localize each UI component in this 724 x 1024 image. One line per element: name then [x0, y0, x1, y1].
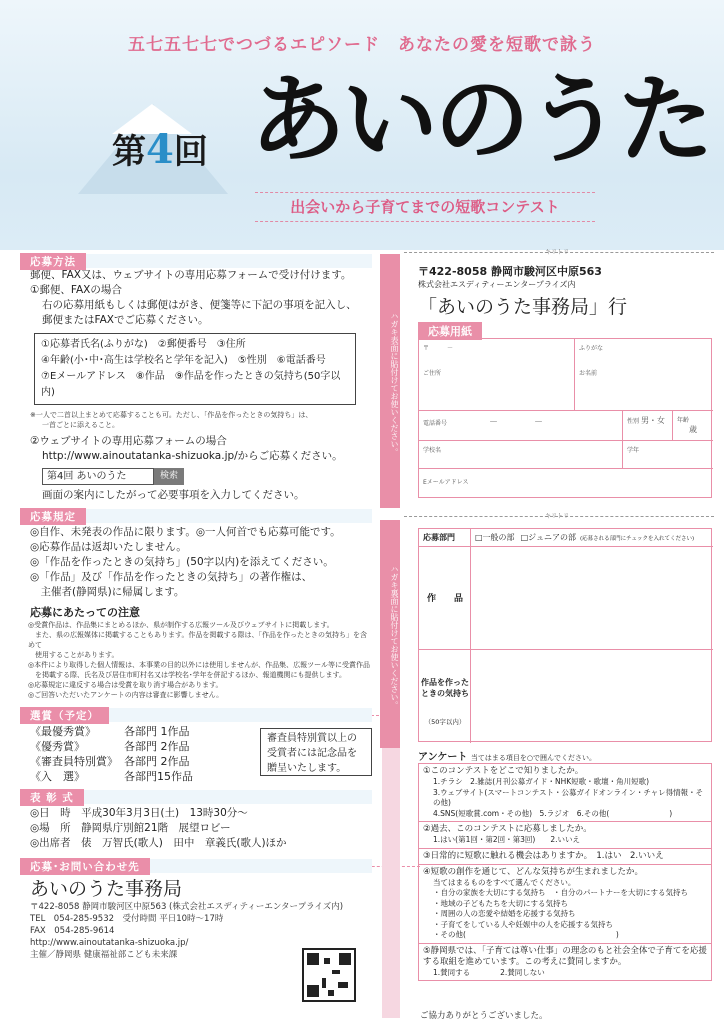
form-label: 応募用紙 — [418, 322, 482, 340]
ceremony-heading: 表 彰 式 — [20, 789, 84, 806]
subtitle: 出会いから子育てまでの短歌コンテスト — [255, 192, 595, 222]
school-cell[interactable] — [419, 441, 623, 469]
prize-list — [30, 724, 244, 784]
rules-heading: 応募規定 — [20, 508, 86, 525]
strip-front: ハガキ表面に貼付けてお使いください。 — [380, 254, 400, 508]
caution-note: を掲載する際、氏名及び居住市町村名又は学校名･学年を併記するほか、報道機関にも提供します。 — [28, 671, 346, 679]
entry-work-label: 作 品 — [426, 594, 463, 604]
tagline: 五七五七七でつづるエピソード あなたの愛を短歌で詠う — [128, 35, 596, 55]
apply-section-bar — [20, 254, 372, 268]
caution-note: ◎受賞作品は、作品集にまとめるほか、県が制作する広報ツール及びウェブサイトに掲載します。 — [28, 621, 334, 629]
rules-section-bar — [20, 509, 372, 523]
survey-question-3 — [418, 849, 712, 865]
form-age-label: 年齢 — [677, 417, 690, 424]
entry-feeling-limit: （50字以内） — [424, 718, 466, 726]
left-column — [20, 250, 372, 961]
caution-note: 使用することがあります。 — [28, 651, 119, 659]
cut-label: キリトリ — [545, 249, 570, 256]
rule-item: ◎「作品を作ったときの気持ち」(50字以内)を添えてください。 — [30, 556, 334, 568]
strip-back: ハガキ裏面に貼付けてお使いください。 — [380, 520, 400, 748]
hero-banner — [0, 0, 724, 250]
selection-section-bar — [20, 708, 372, 722]
prize-name: 《優秀賞》 — [30, 740, 85, 753]
address-cell[interactable] — [419, 339, 575, 411]
survey-instruction: 当てはまる項目を○で囲んでください。 — [470, 754, 596, 762]
prize-row — [30, 769, 244, 784]
survey-q4-option[interactable]: ・その他( ) — [433, 930, 619, 939]
entry-feeling-field[interactable] — [473, 653, 709, 739]
tel-cell[interactable] — [419, 411, 623, 441]
survey-q1-text: ①このコンテストをどこで知りましたか。 — [423, 766, 584, 776]
survey-question-1 — [418, 763, 712, 822]
required-fields-row: ⑦Eメールアドレス ⑧作品 ⑨作品を作ったときの気持ち(50字以内) — [41, 371, 341, 398]
prize-count: 各部門 1作品 — [124, 725, 190, 738]
caution-note: ◎本件により取得した個人情報は、本事業の目的以外には使用しませんが、作品集、広報ツール等に受賞作品 — [28, 661, 370, 669]
contact-line: FAX 054-285-9614 — [30, 926, 115, 936]
entry-hint: (応募される部門にチェックを入れてください) — [579, 535, 695, 542]
prize-count: 各部門 2作品 — [124, 755, 190, 768]
email-cell[interactable] — [419, 469, 713, 497]
contact-heading: 応募･お問い合わせ先 — [20, 858, 150, 875]
form-email-label: Eメールアドレス — [423, 479, 469, 486]
mailing-zip: 〒422-8058 静岡市駿河区中原563 — [418, 265, 602, 278]
prize-count: 各部門15作品 — [124, 770, 193, 783]
caution-note: また、県の広報媒体に掲載することもあります。作品を掲載する際は、「作品を作ったときの気持ち」を含めて — [28, 631, 367, 649]
form-furigana: ふりがな — [579, 345, 604, 352]
contact-section-bar — [20, 859, 372, 873]
office-name: あいのうた事務局 — [30, 878, 183, 900]
mailing-destination: 「あいのうた事務局」行 — [418, 296, 628, 318]
apply-method-2-after: 画面の案内にしたがって必要事項を入力してください。 — [42, 489, 305, 501]
prize-count: 各部門 2作品 — [124, 740, 190, 753]
edition-prefix: 第 — [112, 132, 146, 172]
entry-feeling-label: 作品を作ったときの気持ち — [421, 678, 469, 698]
apply-method-1: ①郵便、FAXの場合 — [30, 284, 122, 296]
form-zip: 〒 － — [423, 345, 454, 352]
entry-box — [418, 528, 712, 742]
required-fields-row: ①応募者氏名(ふりがな) ②郵便番号 ③住所 — [41, 339, 246, 350]
survey-q4-option[interactable]: ・子育てをしている人や妊娠中の人を応援する気持ち — [433, 919, 613, 929]
survey-q5-text: ⑤静岡県では、「子育ては尊い仕事」の理念のもと社会全体で子育てを応援する取組を進めています。この考えに賛同しますか。 — [423, 945, 707, 967]
caution-note: ◎応募規定に違反する場合は受賞を取り消す場合があります。 — [28, 681, 223, 689]
apply-method-1-text-1: 右の応募用紙もしくは郵便はがき、便箋等に下記の事項を記入し、 — [42, 299, 357, 311]
form-tel-label: 電話番号 — [423, 420, 448, 427]
survey-q4-text: ④短歌の創作を通じて、どんな気持ちが生まれましたか。 — [423, 866, 643, 877]
apply-method-2: ②ウェブサイトの専用応募フォームの場合 — [30, 435, 227, 447]
contact-line: 〒422-8058 静岡市駿河区中原563 (株式会社エスディティーエンタープライズ内) — [30, 902, 344, 912]
prize-name: 《最優秀賞》 — [30, 725, 96, 738]
contact-line: 主催／静岡県 健康福祉部こども未来課 — [30, 950, 178, 960]
entry-option-junior[interactable]: □ジュニアの部 — [520, 533, 576, 542]
survey-q5-option[interactable]: 1.賛同する 2.賛同しない — [433, 967, 545, 977]
prize-row — [30, 739, 244, 754]
survey-q3-text[interactable]: ③日常的に短歌に触れる機会はありますか。 1.はい 2.いいえ — [423, 850, 664, 861]
apply-note-2: 一首ごとに添えること。 — [42, 421, 119, 429]
prize-row — [30, 754, 244, 769]
form-tel-dash: － － — [488, 418, 543, 428]
survey-q1-option[interactable]: 1.チラシ 2.雑誌(月刊公募ガイド・NHK短歌・歌壇・角川短歌) — [433, 777, 650, 786]
apply-intro: 郵便、FAX又は、ウェブサイトの専用応募フォームで受け付けます。 — [30, 269, 352, 281]
survey-question-5 — [418, 944, 712, 982]
search-input[interactable]: 第4回 あいのうた — [42, 468, 154, 485]
edition-label — [112, 124, 208, 173]
main-title: あいのうた — [250, 63, 710, 176]
survey-q4-option[interactable]: ・自分の家族を大切にする気持ち ・自分のパートナーを大切にする気持ち — [433, 888, 688, 897]
edition-suffix: 回 — [173, 132, 208, 172]
survey-q2-option[interactable]: 1.はい(第1回・第2回・第3回) 2.いいえ — [433, 835, 580, 844]
strip-plain — [382, 748, 400, 1018]
entry-divider — [419, 649, 713, 650]
rule-item: ◎応募作品は返却いたしません。 — [30, 541, 187, 553]
entry-option-general[interactable]: □一般の部 — [475, 533, 515, 542]
apply-url[interactable]: http://www.ainoutatanka-shizuoka.jp/からご応募ください。 — [42, 450, 343, 462]
ceremony-item: ◎出席者 俵 万智氏(歌人) 田中 章義氏(歌人)ほか — [30, 837, 287, 849]
gender-cell[interactable] — [623, 411, 673, 441]
prize-table — [20, 724, 372, 784]
entry-dept-label: 応募部門 — [419, 529, 471, 547]
required-fields-box — [34, 333, 356, 405]
apply-note-1: ※一人で二首以上まとめて応募することも可。ただし、「作品を作ったときの気持ち」は、 — [30, 411, 313, 419]
survey-thanks: ご協力ありがとうございました。 — [420, 1011, 548, 1021]
mailing-corp: 株式会社エスディティーエンタープライズ内 — [418, 280, 576, 289]
search-widget — [42, 468, 372, 485]
caution-note: ◎ご回答いただいたアンケートの内容は審査に影響しません。 — [28, 691, 224, 699]
survey-q2-text: ②過去、このコンテストに応募しましたか。 — [423, 824, 592, 834]
apply-method-1-text-2: 郵便またはFAXでご応募ください。 — [42, 314, 209, 326]
mailing-address — [418, 263, 714, 319]
ceremony-item: ◎日 時 平成30年3月3日(土) 13時30分～ — [30, 807, 248, 819]
ceremony-item: ◎場 所 静岡県庁別館21階 展望ロビー — [30, 822, 231, 834]
rule-item: 主催者(静岡県)に帰属します。 — [30, 586, 185, 598]
form-age-unit: 歳 — [689, 425, 697, 434]
entry-work-field[interactable] — [473, 551, 709, 645]
form-gender-label: 性別 — [627, 418, 640, 425]
survey-q1-option[interactable]: 3.ウェブサイト(スマートコンテスト・公募ガイドオンライン・チャレ得情報・その他) — [433, 787, 704, 807]
ceremony-section-bar — [20, 790, 372, 804]
form-name-label: お名前 — [579, 370, 598, 377]
survey-question-4 — [418, 865, 712, 944]
prize-aside-note: 審査員特別賞以上の受賞者には記念品を贈呈いたします。 — [260, 728, 372, 776]
edition-number: 4 — [146, 126, 174, 173]
rule-item: ◎「作品」及び「作品を作ったときの気持ち」の著作権は、 — [30, 571, 313, 583]
selection-heading: 選賞（予定） — [20, 707, 109, 724]
survey-q1-option[interactable]: 4.SNS(短歌賞.com・その他) 5.ラジオ 6.その他( ) — [433, 808, 673, 818]
prize-row — [30, 724, 244, 739]
form-grade-label: 学年 — [627, 447, 640, 454]
qr-code-icon[interactable] — [302, 948, 356, 1002]
name-cell[interactable] — [575, 339, 713, 411]
contact-url[interactable]: http://www.ainoutatanka-shizuoka.jp/ — [30, 938, 189, 948]
age-cell[interactable] — [673, 411, 713, 441]
contact-line: TEL 054-285-9532 受付時間 平日10時～17時 — [30, 914, 224, 924]
entry-dept-row — [419, 529, 713, 547]
survey-question-2 — [418, 822, 712, 849]
prize-name: 《審査員特別賞》 — [30, 755, 118, 768]
form-address-label: ご住所 — [423, 370, 442, 377]
search-button[interactable]: 検索 — [154, 468, 184, 485]
survey-q4-option[interactable]: ・周囲の人の恋愛や結婚を応援する気持ち — [433, 909, 576, 918]
grade-cell[interactable] — [623, 441, 713, 469]
survey — [418, 748, 712, 981]
form-school-label: 学校名 — [423, 447, 442, 454]
form-gender-value: 男・女 — [640, 416, 665, 425]
entry-form-grid — [418, 338, 712, 498]
survey-q4-option[interactable]: ・地域の子どもたちを大切にする気持ち — [433, 898, 568, 908]
apply-heading: 応募方法 — [20, 253, 86, 270]
cut-label: キリトリ — [545, 513, 570, 520]
caution-title: 応募にあたっての注意 — [30, 606, 140, 619]
survey-q4-subtext: 当てはまるものをすべて選んでください。 — [433, 877, 576, 887]
required-fields-row: ④年齢(小･中･高生は学校名と学年を記入) ⑤性別 ⑥電話番号 — [41, 355, 326, 366]
entry-label-col — [419, 547, 471, 743]
prize-name: 《入 選》 — [30, 770, 85, 783]
survey-title-text: アンケート — [418, 752, 468, 763]
rule-item: ◎自作、未発表の作品に限ります。◎一人何首でも応募可能です。 — [30, 526, 341, 538]
survey-title — [418, 748, 712, 763]
